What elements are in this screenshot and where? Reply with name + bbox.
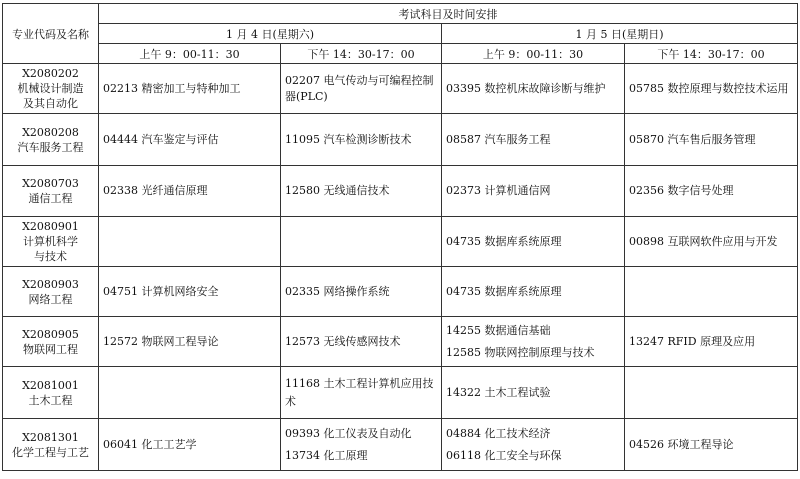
schedule-body: [3, 64, 798, 471]
course-cell: [99, 217, 281, 267]
course-entry: 02335 网络操作系统: [285, 284, 390, 298]
major-name: 汽车服务工程: [17, 140, 84, 154]
course-entry: 12573 无线传感网技术: [285, 334, 401, 348]
table-row: [3, 367, 798, 419]
course-cell: [625, 64, 798, 114]
course-cell: [625, 217, 798, 267]
session-header: 下午 14：30-17：00: [281, 44, 442, 64]
major-cell: [3, 419, 99, 471]
course-cell: [99, 367, 281, 419]
course-entry: 00898 互联网软件应用与开发: [629, 234, 778, 248]
table-row: [3, 64, 798, 114]
course-cell: [442, 317, 625, 367]
course-entry: 02338 光纤通信原理: [103, 184, 208, 197]
table-row: [3, 317, 798, 367]
course-cell: [281, 114, 442, 166]
course-entry: 02213 精密加工与特种加工: [103, 81, 241, 95]
table-row: [3, 114, 798, 166]
major-code: X2081001: [22, 378, 79, 392]
course-cell: [281, 317, 442, 367]
major-name: 网络工程: [28, 292, 73, 306]
major-name: 机械设计制造: [17, 82, 84, 95]
course-entry: 04735 数据库系统原理: [446, 234, 562, 248]
course-entry: 05870 汽车售后服务管理: [629, 132, 756, 146]
course-entry: 13734 化工原理: [285, 448, 368, 462]
major-cell: [3, 166, 99, 217]
course-entry: 11168 土木工程计算机应用技术: [285, 376, 434, 408]
exam-title-header: 考试科目及时间安排: [99, 4, 798, 24]
course-cell: [99, 166, 281, 217]
course-cell: [281, 419, 442, 471]
course-entry: 04735 数据库系统原理: [446, 284, 562, 298]
course-entry: 02356 数字信号处理: [629, 184, 734, 197]
course-cell: [99, 267, 281, 317]
course-cell: [281, 367, 442, 419]
course-entry: 02373 计算机通信网: [446, 184, 551, 197]
course-cell: [99, 419, 281, 471]
course-entry: 06041 化工工艺学: [103, 437, 197, 451]
course-cell: [442, 114, 625, 166]
course-entry: 14255 数据通信基础: [446, 323, 551, 337]
major-cell: [3, 64, 99, 114]
course-cell: [442, 217, 625, 267]
course-cell: [281, 64, 442, 114]
course-entry: 08587 汽车服务工程: [446, 132, 551, 146]
session-header: 下午 14：30-17：00: [625, 44, 798, 64]
course-cell: [625, 267, 798, 317]
major-cell: [3, 217, 99, 267]
major-code: X2081301: [22, 430, 79, 444]
course-cell: [625, 317, 798, 367]
major-code: X2080208: [22, 125, 79, 139]
course-entry: 04884 化工技术经济: [446, 426, 551, 440]
code-name-header: 专业代码及名称: [3, 4, 99, 64]
day-header: 1 月 4 日(星期六): [99, 24, 442, 44]
course-cell: [99, 317, 281, 367]
header-row-sessions: [3, 44, 798, 64]
course-entry: 04526 环境工程导论: [629, 437, 734, 451]
course-entry: 05785 数控原理与数控技术运用: [629, 81, 789, 95]
course-entry: 02207 电气传动与可编程控制器(PLC): [285, 73, 434, 103]
table-row: [3, 419, 798, 471]
major-cell: [3, 267, 99, 317]
course-cell: [442, 267, 625, 317]
table-row: [3, 217, 798, 267]
course-cell: [99, 64, 281, 114]
major-code: X2080903: [22, 277, 79, 291]
major-code: X2080202: [22, 67, 79, 80]
session-header: 上午 9：00-11：30: [442, 44, 625, 64]
course-cell: [442, 419, 625, 471]
course-cell: [99, 114, 281, 166]
major-code: X2080905: [22, 327, 79, 341]
course-entry: 04751 计算机网络安全: [103, 284, 219, 298]
major-name: 物联网工程: [23, 342, 78, 356]
course-entry: 13247 RFID 原理及应用: [629, 334, 756, 348]
table-row: [3, 166, 798, 217]
major-code: X2080703: [22, 177, 79, 190]
course-cell: [625, 114, 798, 166]
header-row-title: [3, 4, 798, 24]
major-name: 与技术: [34, 250, 67, 263]
major-cell: [3, 317, 99, 367]
course-entry: 09393 化工仪表及自动化: [285, 426, 412, 440]
course-cell: [442, 367, 625, 419]
course-entry: 03395 数控机床故障诊断与维护: [446, 81, 606, 95]
course-cell: [281, 267, 442, 317]
course-cell: [625, 166, 798, 217]
major-cell: [3, 114, 99, 166]
course-cell: [281, 217, 442, 267]
header-row-days: [3, 24, 798, 44]
major-name: 及其自动化: [23, 97, 78, 110]
course-cell: [281, 166, 442, 217]
major-code: X2080901: [22, 220, 79, 233]
major-name: 通信工程: [28, 192, 73, 205]
major-cell: [3, 367, 99, 419]
course-entry: 11095 汽车检测诊断技术: [285, 132, 412, 146]
major-name: 计算机科学: [23, 235, 78, 248]
course-entry: 06118 化工安全与环保: [446, 448, 562, 462]
course-entry: 04444 汽车鉴定与评估: [103, 132, 219, 146]
exam-schedule-table: [2, 3, 798, 471]
course-cell: [442, 64, 625, 114]
course-cell: [625, 419, 798, 471]
course-cell: [442, 166, 625, 217]
table-row: [3, 267, 798, 317]
course-entry: 12572 物联网工程导论: [103, 334, 219, 348]
course-cell: [625, 367, 798, 419]
session-header: 上午 9：00-11：30: [99, 44, 281, 64]
course-entry: 14322 土木工程试验: [446, 385, 551, 399]
major-name: 化学工程与工艺: [12, 445, 89, 459]
day-header: 1 月 5 日(星期日): [442, 24, 798, 44]
course-entry: 12585 物联网控制原理与技术: [446, 345, 595, 359]
major-name: 土木工程: [28, 393, 73, 407]
course-entry: 12580 无线通信技术: [285, 184, 390, 197]
